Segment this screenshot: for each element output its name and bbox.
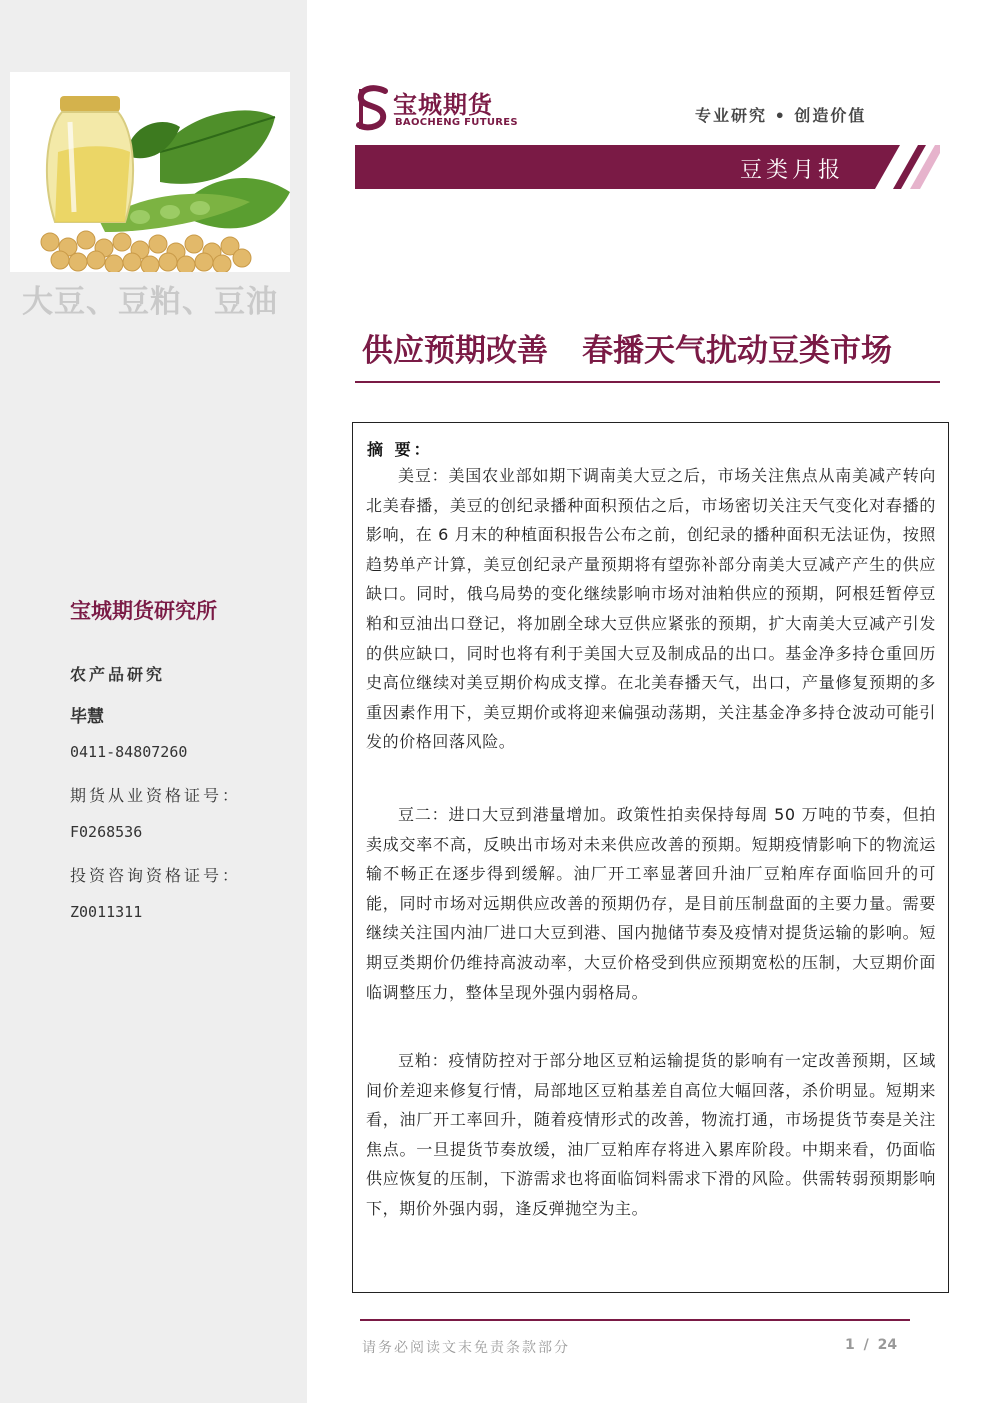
logo-chinese-name: 宝城期货 bbox=[393, 91, 493, 119]
soybean-oil-illustration bbox=[10, 72, 290, 272]
company-logo bbox=[355, 85, 525, 133]
summary-paragraph-soybean-no2: 豆二：进口大豆到港量增加。政策性拍卖保持每周 50 万吨的节奏，但拍卖成交率不高，反映出市场对未来供应改善的预期。短期疫情影响下的物流运输不畅正在逐步得到缓解。油厂开工率显著回升油厂豆粕库存面临回升的可能，同时市场对远期供应改善的预期仍存，是目前压制盘面的主要力量。需要继续关注国内油厂进口大豆到港、国内抛储节奏及疫情对提货运输的影响。短期豆类期价仍维持高波动率，大豆价格受到供应预期宽松的压制，大豆期价面临调整压力，整体呈现外强内弱格局。 bbox=[366, 805, 936, 1002]
summary-paragraph-us-soybean: 美豆：美国农业部如期下调南美大豆之后，市场关注焦点从南美减产转向北美春播，美豆的创纪录播种面积预估之后，市场密切关注天气变化对春播的影响，在 6 月末的种植面积报告公布之前，创纪录的播种面积无法证伪，按照趋势单产计算，美豆创纪录产量预期将有望弥补部分南美大豆减产产生的供应缺口。同时，俄乌局势的变化继续影响市场对油粕供应的预期，阿根廷暂停豆粕和豆油出口登记，将加剧全球大豆供应紧张的预期，扩大南美大豆减产引发的供应缺口，同时也将有利于美国大豆及制成品的出口。基金净多持仓重回历史高位继续对美豆期价构成支撑。在北美春播天气，出口，产量修复预期的多重因素作用下，美豆期价或将迎来偏强动荡期，关注基金净多持仓波动可能引发的价格回落风险。 bbox=[366, 466, 936, 752]
futures-cert-number: F0268536 bbox=[70, 823, 143, 841]
report-title-part1: 供应预期改善 bbox=[362, 333, 548, 369]
report-type-banner bbox=[355, 145, 940, 189]
summary-box bbox=[352, 422, 949, 1293]
analyst-name: 毕慧 bbox=[70, 707, 104, 727]
commodity-topic: 大豆、豆粕、豆油 bbox=[22, 284, 278, 320]
research-institute-name: 宝城期货研究所 bbox=[70, 599, 217, 623]
sidebar bbox=[0, 0, 307, 1403]
footer-divider bbox=[360, 1319, 910, 1321]
report-title-part2: 春播天气扰动豆类市场 bbox=[582, 333, 892, 369]
advisory-cert-number: Z0011311 bbox=[70, 903, 143, 921]
analyst-phone: 0411-84807260 bbox=[70, 743, 188, 761]
department-name: 农产品研究 bbox=[70, 665, 166, 684]
summary-heading: 摘 要： bbox=[367, 440, 433, 459]
futures-cert-label: 期货从业资格证号： bbox=[70, 786, 242, 805]
summary-paragraph-soymeal: 豆粕：疫情防控对于部分地区豆粕运输提货的影响有一定改善预期，区域间价差迎来修复行情，局部地区豆粕基差自高位大幅回落，杀价明显。短期来看，油厂开工率回升，随着疫情形式的改善，物流打通，市场提货节奏是关注焦点。一旦提货节奏放缓，油厂豆粕库存将进入累库阶段。中期来看，仍面临供应恢复的压制，下游需求也将面临饲料需求下滑的风险。供需转弱预期影响下，期价外强内弱，逢反弹抛空为主。 bbox=[366, 1051, 936, 1218]
title-divider bbox=[355, 381, 940, 383]
page-number: 1 / 24 bbox=[845, 1337, 898, 1353]
soybean-oil-photo bbox=[10, 72, 290, 272]
advisory-cert-label: 投资咨询资格证号： bbox=[70, 866, 242, 885]
footer-disclaimer: 请务必阅读文末免责条款部分 bbox=[362, 1340, 570, 1356]
report-type-label: 豆类月报 bbox=[740, 158, 845, 183]
report-title bbox=[362, 325, 892, 370]
company-slogan: 专业研究 • 创造价值 bbox=[695, 106, 867, 125]
logo-english-name: BAOCHENG FUTURES bbox=[395, 117, 518, 128]
logo-mark-icon bbox=[355, 85, 391, 131]
